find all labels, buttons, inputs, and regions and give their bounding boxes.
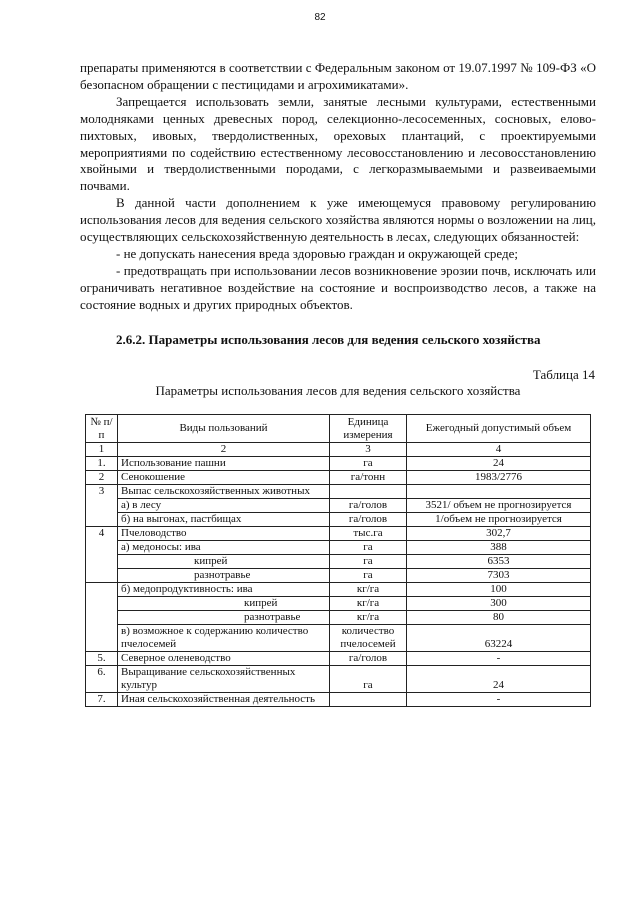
row-unit: кг/га [330,611,407,625]
table-row [86,457,591,471]
row-unit: га [330,457,407,471]
row-unit: тыс.га [330,527,407,541]
row-number: 3 [86,485,118,527]
table-row [86,569,591,583]
header-number: № п/п [86,415,118,443]
table-row [86,513,591,527]
row-value: 100 [407,583,591,597]
row-unit: га/голов [330,652,407,666]
row-unit [330,693,407,707]
row-value: 302,7 [407,527,591,541]
row-unit: га [330,541,407,555]
row-usage: а) в лесу [118,499,330,513]
numbering-cell: 4 [407,443,591,457]
row-usage: разнотравье [118,569,330,583]
row-usage: Выпас сельскохозяйственных животных [118,485,330,499]
row-number: 7. [86,693,118,707]
table-row [86,693,591,707]
body-text [80,60,596,314]
table-row [86,625,591,652]
numbering-cell: 1 [86,443,118,457]
table-number: Таблица 14 [532,367,595,382]
row-unit: га/тонн [330,471,407,485]
row-value: 7303 [407,569,591,583]
row-value: 6353 [407,555,591,569]
table-row [86,499,591,513]
table-row [86,652,591,666]
row-usage: б) на выгонах, пастбищах [118,513,330,527]
table-row [86,611,591,625]
row-value: 63224 [407,625,591,652]
row-usage: кипрей [118,597,330,611]
table-caption: Параметры использования лесов для ведения сельского хозяйства [155,383,521,398]
row-value: 1983/2776 [407,471,591,485]
paragraph-1: препараты применяются в соответствии с Федеральным законом от 19.07.1997 № 109-ФЗ «О безопасном обращении с пестицидами и агрохимикатами». [80,60,596,92]
row-usage: Выращивание сельскохозяйственных культур [118,666,330,693]
row-unit [330,485,407,499]
row-unit: га/голов [330,499,407,513]
row-unit: кг/га [330,597,407,611]
table-row [86,471,591,485]
row-usage: Северное оленеводство [118,652,330,666]
row-value: 300 [407,597,591,611]
header-unit: Единица измерения [330,415,407,443]
row-usage: разнотравье [118,611,330,625]
parameters-table [85,414,591,707]
table-header-row [86,415,591,443]
table-row [86,555,591,569]
header-usage-type: Виды пользований [118,415,330,443]
row-usage: Использование пашни [118,457,330,471]
row-usage: Иная сельскохозяйственная деятельность [118,693,330,707]
row-usage: кипрей [118,555,330,569]
page-number: 82 [314,12,326,23]
row-value [407,485,591,499]
paragraph-3: В данной части дополнением к уже имеющемуся правовому регулированию использования лесов для ведения сельского хозяйства являются нормы о возложении на лиц, осуществляющих сельскохозяйственную деятельность в лесах, следующих обязанностей: [80,195,596,245]
row-value: 388 [407,541,591,555]
row-value: - [407,693,591,707]
row-number: 6. [86,666,118,693]
row-value: 24 [407,666,591,693]
paragraph-2: Запрещается использовать земли, занятые лесными культурами, естественными молодняками ценных древесных пород, селекционно-лесосеменных, сосновых, елово-пихтовых, ивовых, твердолиственных, ореховых плантаций, с проектируемыми мероприятиями по содействию естественному лесовосстановлению и лесовосстановлению хвойными и твердолиственными породами, с легкоразмываемыми и развеиваемыми почвами. [80,93,596,194]
row-number: 5. [86,652,118,666]
table-row [86,666,591,693]
row-number: 1. [86,457,118,471]
row-usage: б) медопродуктивность: ива [118,583,330,597]
row-value: 1/объем не прогнозируется [407,513,591,527]
numbering-cell: 2 [118,443,330,457]
row-value: 3521/ объем не прогнозируется [407,499,591,513]
numbering-cell: 3 [330,443,407,457]
section-heading: 2.6.2. Параметры использования лесов для ведения сельского хозяйства [116,332,541,347]
table-numbering-row [86,443,591,457]
table-row [86,527,591,541]
row-unit: га [330,569,407,583]
row-usage: Сенокошение [118,471,330,485]
header-annual-volume: Ежегодный допустимый объем [407,415,591,443]
table-row [86,583,591,597]
row-value: 24 [407,457,591,471]
table-row [86,541,591,555]
row-unit: га/голов [330,513,407,527]
row-number [86,583,118,652]
row-unit: кг/га [330,583,407,597]
row-number: 4 [86,527,118,583]
table-row [86,485,591,499]
row-usage: Пчеловодство [118,527,330,541]
row-usage: а) медоносы: ива [118,541,330,555]
row-value: - [407,652,591,666]
obligation-item-2: - предотвращать при использовании лесов возникновение эрозии почв, исключать или ограничивать негативное воздействие на состояние и воспроизводство лесов, а также на состояние водных и других природных объектов. [80,262,596,312]
row-value: 80 [407,611,591,625]
row-unit: га [330,666,407,693]
table-row [86,597,591,611]
row-number: 2 [86,471,118,485]
row-unit: га [330,555,407,569]
row-usage: в) возможное к содержанию количество пчелосемей [118,625,330,652]
row-unit: количество пчелосемей [330,625,407,652]
obligation-item-1: - не допускать нанесения вреда здоровью граждан и окружающей среде; [116,245,519,261]
